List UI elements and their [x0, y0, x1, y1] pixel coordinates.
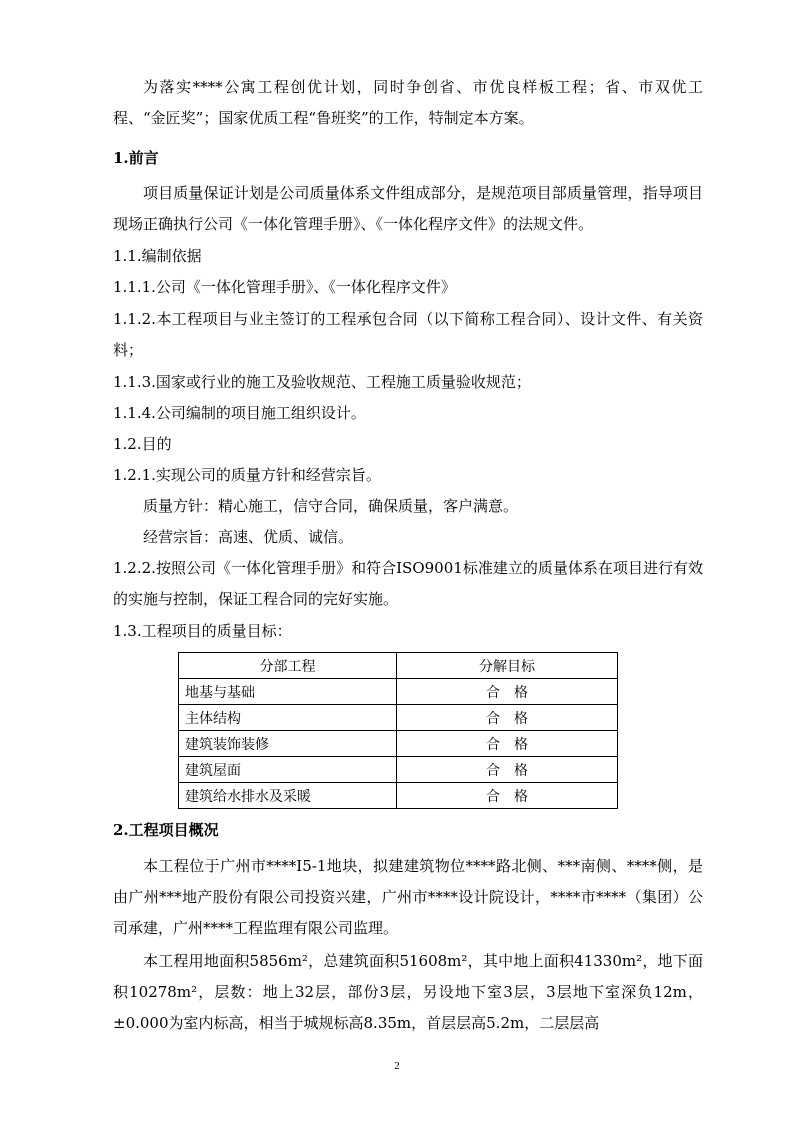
- subsection-1-1: 1.1.编制依据: [113, 247, 202, 265]
- item-1-1-2: 1.1.2.本工程项目与业主签订的工程承包合同（以下简称工程合同）、设计文件、有关资料；: [113, 310, 703, 359]
- table-row: [179, 757, 618, 783]
- target-cell: 合 格: [397, 679, 618, 705]
- item-1-1-3: 1.1.3.国家或行业的施工及验收规范、工程施工质量验收规范；: [113, 373, 531, 391]
- table-row: [179, 731, 618, 757]
- table-row: [179, 679, 618, 705]
- division-cell: 建筑屋面: [179, 757, 397, 783]
- table-header-row: [179, 653, 618, 679]
- section-2-heading: 2.工程项目概况: [113, 821, 219, 839]
- division-cell: 建筑给水排水及采暖: [179, 783, 397, 809]
- quality-goals-table: [178, 652, 618, 809]
- intro-paragraph: 为落实****公寓工程创优计划，同时争创省、市优良样板工程；省、市双优工程、“金匠奖”；国家优质工程“鲁班奖”的工作，特制定本方案。: [113, 78, 703, 127]
- section-1-heading: 1.前言: [113, 149, 159, 167]
- item-1-1-4: 1.1.4.公司编制的项目施工组织设计。: [113, 404, 366, 422]
- division-cell: 地基与基础: [179, 679, 397, 705]
- quality-policy: 质量方针：精心施工，信守合同，确保质量，客户满意。: [143, 497, 519, 515]
- subsection-1-2: 1.2.目的: [113, 435, 172, 453]
- overview-paragraph-2: 本工程用地面积5856m²，总建筑面积51608m²，其中地上面积41330m²，地下面积10278m²，层数：地上32层，部份3层，另设地下室3层，3层地下室深负12m，±0.000为室内标高，相当于城规标高8.35m，首层层高5.2m，二层层高: [113, 952, 703, 1032]
- target-cell: 合 格: [397, 757, 618, 783]
- table-row: [179, 705, 618, 731]
- overview-paragraph-1: 本工程位于广州市****I5-1地块，拟建建筑物位****路北侧、***南侧、****侧，是由广州***地产股份有限公司投资兴建，广州市****设计院设计，****市****（集团）公司承建，广州****工程监理有限公司监理。: [113, 857, 703, 937]
- preface-paragraph: 项目质量保证计划是公司质量体系文件组成部分，是规范项目部质量管理，指导项目现场正确执行公司《一体化管理手册》、《一体化程序文件》的法规文件。: [113, 184, 703, 233]
- table-row: [179, 783, 618, 809]
- target-cell: 合 格: [397, 705, 618, 731]
- target-cell: 合 格: [397, 783, 618, 809]
- target-cell: 合 格: [397, 731, 618, 757]
- item-1-2-1: 1.2.1.实现公司的质量方针和经营宗旨。: [113, 466, 381, 484]
- item-1-1-1: 1.1.1.公司《一体化管理手册》、《一体化程序文件》: [113, 278, 456, 296]
- business-purpose: 经营宗旨：高速、优质、诚信。: [143, 528, 354, 546]
- division-cell: 建筑装饰装修: [179, 731, 397, 757]
- header-target: 分解目标: [397, 653, 618, 679]
- header-division: 分部工程: [179, 653, 397, 679]
- item-1-2-2: 1.2.2.按照公司《一体化管理手册》和符合ISO9001标准建立的质量体系在项目进行有效的实施与控制，保证工程合同的完好实施。: [113, 559, 703, 608]
- subsection-1-3: 1.3.工程项目的质量目标：: [113, 622, 292, 640]
- page-number: 2: [394, 1060, 400, 1072]
- division-cell: 主体结构: [179, 705, 397, 731]
